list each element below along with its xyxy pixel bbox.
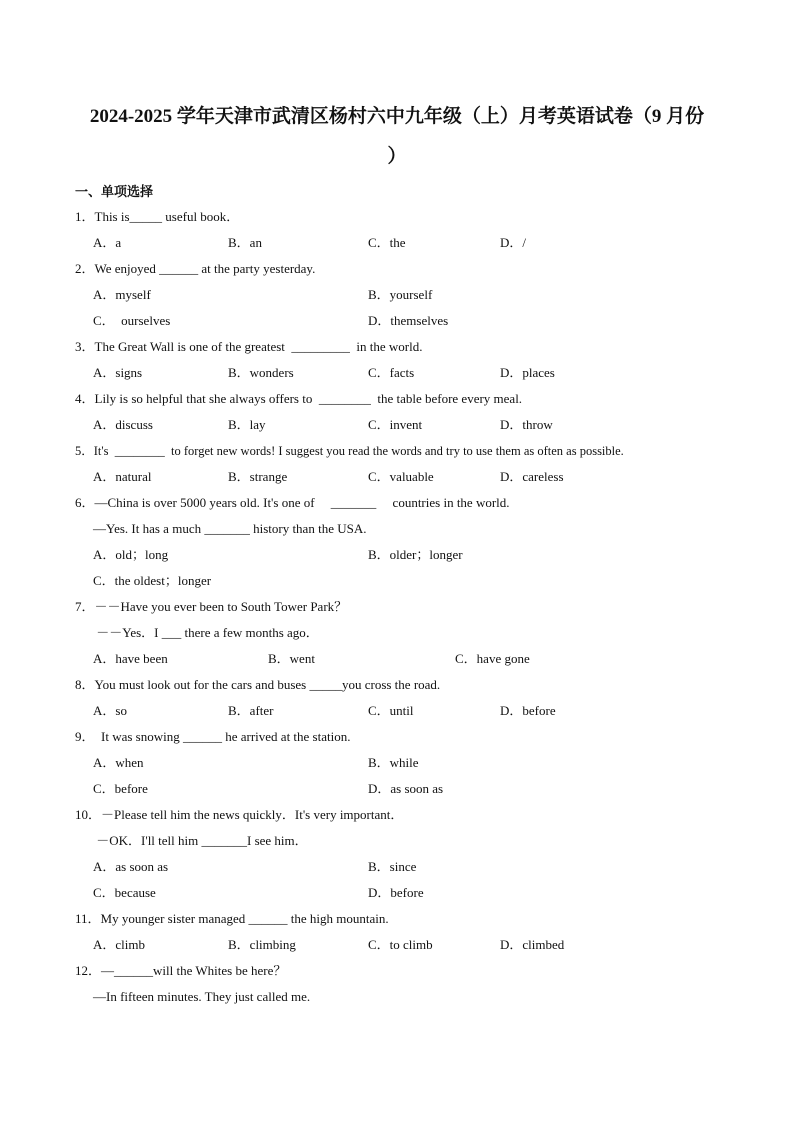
question-stem: 6．—China is over 5000 years old. It's one of _______ countries in the world. [75,495,510,510]
option-d: D．themselves [368,313,449,328]
option-a: A．myself [93,287,151,302]
option-b: B．wonders [228,365,294,380]
exam-title [50,97,744,177]
option-d: D．climbed [500,937,565,952]
question-stem: 1．This is_____ useful book． [75,209,240,224]
option-b: B．yourself [368,287,433,302]
question-stem: 2．We enjoyed ______ at the party yesterday. [75,261,316,276]
question-stem: 11．My younger sister managed ______ the high mountain. [75,911,389,926]
option-b: B．since [368,859,417,874]
option-c: C．invent [368,417,423,432]
option-c: C．have gone [455,651,530,666]
question-stem: 8．You must look out for the cars and buses _____you cross the road. [75,677,441,692]
option-a: A．old；long [93,547,169,562]
option-a: A．natural [93,469,152,484]
option-b: B．lay [228,417,266,432]
question-stem: 10．－Please tell him the news quickly．It's very important． [75,807,404,822]
option-b: B．an [228,235,262,250]
option-c: C． ourselves [93,313,171,328]
question-stem-reply: —Yes. It has a much _______ history than the USA. [93,521,367,536]
option-a: A．climb [93,937,145,952]
question-stem-reply: －－Yes．I ___ there a few months ago． [93,625,319,640]
option-a: A．so [93,703,127,718]
option-c: C．the oldest；longer [93,573,212,588]
option-a: A．as soon as [93,859,169,874]
option-a: A．when [93,755,144,770]
option-b: B．older；longer [368,547,463,562]
option-a: A．signs [93,365,143,380]
question-stem: 9． It was snowing ______ he arrived at the station. [75,729,351,744]
option-d: D．/ [500,235,527,250]
option-c: C．to climb [368,937,433,952]
question-stem: 3．The Great Wall is one of the greatest _________ in the world. [75,339,423,354]
option-b: B．climbing [228,937,296,952]
option-c: C．facts [368,365,415,380]
option-c: C．until [368,703,414,718]
option-b: B．went [268,651,315,666]
section-heading: 一、单项选择 [75,184,154,199]
option-d: D．before [368,885,424,900]
title-line-1: 2024-2025 学年天津市武清区杨村六中九年级（上）月考英语试卷（9 月份 [89,106,705,127]
option-d: D．careless [500,469,564,484]
option-d: D．before [500,703,556,718]
option-a: A．discuss [93,417,153,432]
option-b: B．while [368,755,419,770]
option-c: C．before [93,781,148,796]
question-stem: 12．—______will the Whites be here？ [75,963,287,978]
option-b: B．strange [228,469,288,484]
option-d: D．places [500,365,555,380]
question-stem-reply: —In fifteen minutes. They just called me. [93,989,311,1004]
question-stem: 7．－－Have you ever been to South Tower Park？ [75,599,348,614]
option-c: C．valuable [368,469,434,484]
option-c: C．because [93,885,156,900]
option-c: C．the [368,235,406,250]
option-a: A．have been [93,651,168,666]
option-d: D．as soon as [368,781,444,796]
question-stem: 5．It's ________ to forget new words! I suggest you read the words and try to use them as often as possible. [75,444,624,458]
option-a: A．a [93,235,122,250]
question-stem-reply: －OK．I'll tell him _______I see him． [93,833,308,848]
option-b: B．after [228,703,274,718]
title-line-2: ） [387,146,407,167]
option-d: D．throw [500,417,553,432]
question-stem: 4．Lily is so helpful that she always offers to ________ the table before every meal. [75,391,523,406]
